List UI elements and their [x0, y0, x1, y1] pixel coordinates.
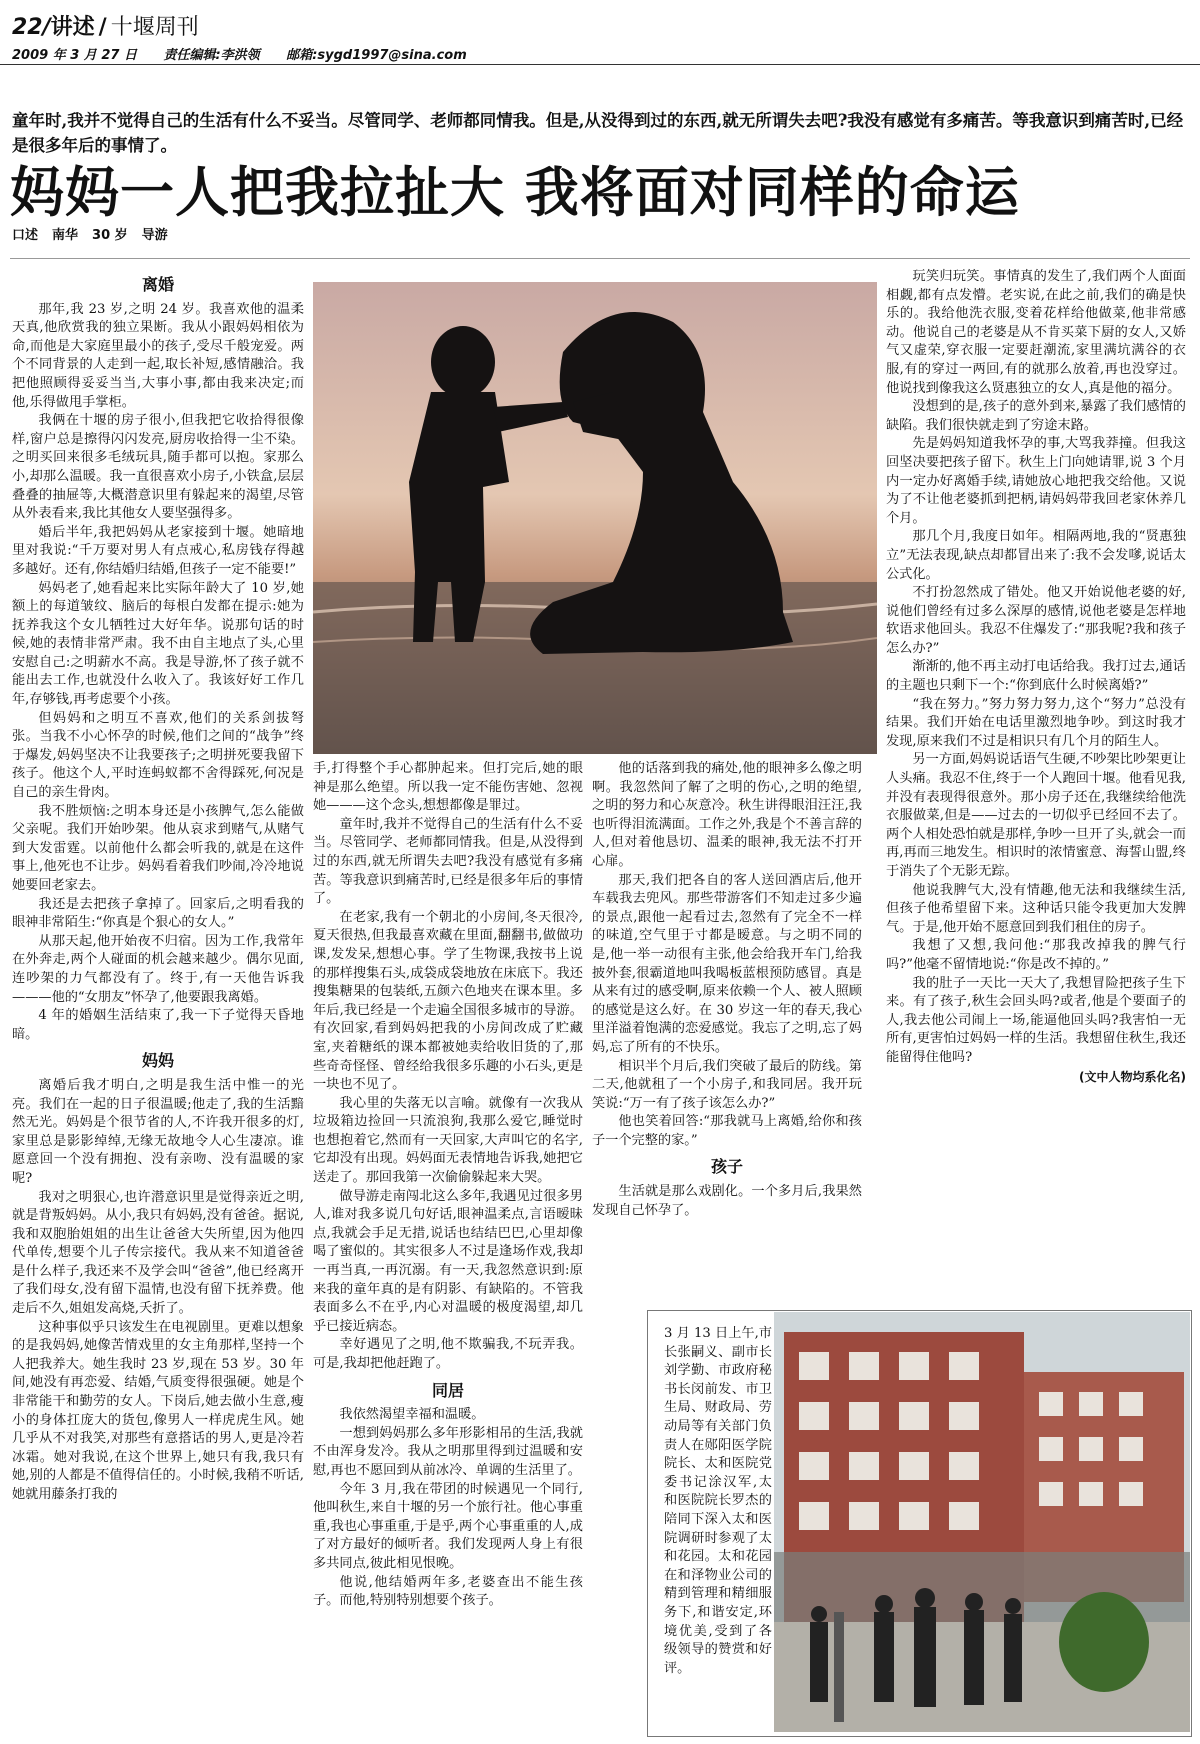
paragraph: 婚后半年,我把妈妈从老家接到十堰。她暗地里对我说:“千万要对男人有点戒心,私房钱存得越多越好。还有,你结婚归结婚,但孩子一定不能要!”: [12, 524, 304, 577]
subhead-child: 孩子: [710, 1157, 743, 1177]
building-image: [774, 1312, 1190, 1732]
editor-name: 责任编辑:李洪领: [163, 48, 260, 63]
paragraph: 另一方面,妈妈说话语气生硬,不吵架比吵架更让人头痛。我忍不住,终于一个人跑回十堰。他看见我,并没有表现得很意外。那小房子还在,我继续给他洗衣服做菜,但是——过去的一切似乎已经回不去了。两个人相处恐怕就是那样,争吵一旦开了头,就会一而再,再而三地发生。相识时的浓情蜜意、海誓山盟,终于消失了个无影无踪。: [886, 752, 1186, 879]
paragraph: 我依然渴望幸福和温暖。: [339, 1407, 485, 1423]
paragraph: 我不胜烦恼:之明本身还是小孩脾气,怎么能做父亲呢。我们开始吵架。他从哀求到赌气,从赌气到大发雷霆。以前他什么都会听我的,就是在这件事上,他死也不让步。妈妈看着我们吵闹,冷冷地说她要回老家去。: [12, 803, 304, 893]
paper-name: 十堰周刊: [110, 15, 199, 40]
paragraph: 4 年的婚姻生活结束了,我一下子觉得天昏地暗。: [12, 1008, 304, 1042]
silhouette-image: [313, 282, 877, 754]
paragraph: 他的话落到我的痛处,他的眼神多么像之明啊。我忽然间了解了之明的伤心,之明的绝望,之明的努力和心灰意冷。秋生讲得眼泪汪汪,我也听得泪流满面。工作之外,我是个不善言辞的人,但对着他恳切、温柔的眼神,我无法不打开心扉。: [592, 761, 862, 869]
paragraph: 从那天起,他开始夜不归宿。因为工作,我常年在外奔走,两个人碰面的机会越来越少。偶尔见面,连吵架的力气都没有了。终于,有一天他告诉我———他的“女朋友”怀孕了,他要跟我离婚。: [12, 933, 304, 1005]
paragraph: 相识半个月后,我们突破了最后的防线。第二天,他就租了一个小房子,和我同居。我开玩笑说:“万一有了孩子该怎么办?”: [592, 1058, 862, 1111]
paragraph: 我心里的失落无以言喻。就像有一次我从垃圾箱边捡回一只流浪狗,我那么爱它,睡觉时也想抱着它,然而有一天回家,大声叫它的名字,它却没有出现。妈妈面无表情地告诉我,她把它送走了。那回我第一次偷偷躲起来大哭。: [313, 1095, 583, 1186]
paragraph: 他说,他结婚两年多,老婆查出不能生孩子。而他,特别特别想要个孩子。: [313, 1574, 583, 1609]
author-note: (文中人物均系化名): [1079, 1069, 1186, 1084]
column-3: [592, 760, 862, 1300]
lead-paragraph: 童年时,我并不觉得自己的生活有什么不妥当。尽管同学、老师都同情我。但是,从没得到过的东西,就无所谓失去吧?我没有感觉有多痛苦。等我意识到痛苦时,已经是很多年后的事情了。: [12, 111, 1184, 155]
byline-job: 导游: [141, 228, 168, 243]
photo-caption: 3 月 13 日上午,市长张嗣义、副市长刘学勤、市政府秘书长闵前发、市卫生局、财政局、劳动局等有关部门负责人在郧阳医学院院长、太和医院党委书记涂汉军,太和医院院长罗杰的陪同下深入太和医院调研时参观了太和花园。太和花园在和泽物业公司的精到管理和精细服务下,和谐安定,环境优美,受到了各级领导的赞赏和好评。: [664, 1326, 772, 1676]
paragraph: 那年,我 23 岁,之明 24 岁。我喜欢他的温柔天真,他欣赏我的独立果断。我从小跟妈妈相依为命,而他是大家庭里最小的孩子,受尽千般宠爱。两个不同背景的人走到一起,取长补短,感情融洽。我把他照顾得妥妥当当,大事小事,都由我来决定;而他,乐得做甩手掌柜。: [12, 301, 304, 410]
byline-name: 南华: [52, 228, 79, 243]
paragraph: 在老家,我有一个朝北的小房间,冬天很冷,夏天很热,但我最喜欢藏在里面,翻翻书,做做功课,发发呆,想想心事。学了生物课,我按书上说的那样搜集石头,成袋成袋地放在床底下。我还搜集糖果的包装纸,五颜六色地夹在课本里。多年后,我已经是一个走遍全国很多城市的导游。有次回家,看到妈妈把我的小房间改成了贮藏室,夹着糖纸的课本都被她卖给收旧货的了,那些奇奇怪怪、曾经给我很多乐趣的小石头,更是一块也不见了。: [313, 909, 583, 1093]
paragraph: 今年 3 月,我在带团的时候遇见一个同行,他叫秋生,来自十堰的另一个旅行社。他心事重重,我也心事重重,于是乎,两个心事重重的人,成了对方最好的倾听者。我们发现两人身上有很多共同点,彼此相见恨晚。: [313, 1481, 583, 1571]
byline: [12, 224, 182, 243]
paragraph: 渐渐的,他不再主动打电话给我。我打过去,通话的主题也只剩下一个:“你到底什么时候离婚?”: [886, 659, 1186, 694]
paragraph: 我想了又想,我问他:“那我改掉我的脾气行吗?”他毫不留情地说:“你是改不掉的。”: [886, 938, 1186, 972]
header-separator: /: [98, 15, 107, 40]
paragraph: 手,打得整个手心都肿起来。但打完后,她的眼神是那么绝望。所以我一定不能伤害她、忽视她———这个念头,想想都像是罪过。: [313, 761, 583, 814]
paragraph: 生活就是那么戏剧化。一个多月后,我果然发现自己怀孕了。: [592, 1184, 862, 1218]
paragraph: 但妈妈和之明互不喜欢,他们的关系剑拔弩张。当我不小心怀孕的时候,他们之间的“战争”终于爆发,妈妈坚决不让我要孩子;之明拼死要我留下孩子。他这个人,平时连蚂蚁都不舍得踩死,何况是自己的亲生骨肉。: [12, 710, 304, 801]
editor-email: 邮箱:sygd1997@sina.com: [286, 48, 467, 63]
subhead-mother: 妈妈: [141, 1051, 174, 1071]
subhead-divorce: 离婚: [141, 275, 174, 294]
paragraph: 离婚后我才明白,之明是我生活中惟一的光亮。我们在一起的日子很温暖;他走了,我的生活黯然无光。妈妈是个很节省的人,不许我开很多的灯,家里总是影影绰绰,无缘无故地令人心生凄凉。谁愿意回一个没有拥抱、没有亲吻、没有温暖的家呢?: [12, 1077, 304, 1186]
section-name: 讲述: [50, 15, 95, 40]
paragraph: 不打扮忽然成了错处。他又开始说他老婆的好,说他们曾经有过多么深厚的感情,说他老婆是怎样地软语求他回头。我忍不住爆发了:“那我呢?我和孩子怎么办?”: [886, 585, 1186, 656]
paragraph: 一想到妈妈那么多年形影相吊的生活,我就不由浑身发冷。我从之明那里得到过温暖和安慰,再也不愿回到从前冰冷、单调的生活里了。: [313, 1425, 583, 1478]
paragraph: 玩笑归玩笑。事情真的发生了,我们两个人面面相觑,都有点发懵。老实说,在此之前,我们的确是快乐的。我给他洗衣服,变着花样给他做菜,他非常感动。他说自己的老婆是从不肯买菜下厨的女人,又娇气又虚荣,穿衣服一定要赶潮流,家里满坑满谷的衣服,有的穿过一两回,有的就那么放着,再也没穿过。他说找到像我这么贤惠独立的女人,真是他的福分。: [886, 269, 1186, 396]
paragraph: 没想到的是,孩子的意外到来,暴露了我们感情的缺陷。我们很快就走到了穷途末路。: [886, 399, 1186, 433]
page-header: [12, 10, 199, 41]
column-2: [313, 760, 583, 1738]
paragraph: 那几个月,我度日如年。相隔两地,我的“贤惠独立”无法表现,缺点却都冒出来了:我不会发嗲,说话太公式化。: [886, 529, 1186, 582]
paragraph: “我在努力。”努力努力努力,这个“努力”总没有结果。我们开始在电话里激烈地争吵。到这时我才发现,原来我们不过是相识只有几个月的陌生人。: [886, 696, 1186, 749]
paragraph: 他说我脾气大,没有情趣,他无法和我继续生活,但孩子他希望留下来。这种话只能令我更加大发脾气。于是,他开始不愿意回到我们租住的房子。: [886, 882, 1186, 935]
paragraph: 这种事似乎只该发生在电视剧里。更难以想象的是我妈妈,她像苦情戏里的女主角那样,坚持一个人把我养大。她生我时 23 岁,现在 53 岁。30 年间,她没有再恋爱、结婚,气质变得很强硬。她是个非常能干和勤劳的女人。下岗后,她去做小生意,瘦小的身体扛庞大的货包,像男人一样虎虎生风。她几乎从不对我笑,对那些有意搭话的男人,更是冷若冰霜。她对我说,在这个世界上,她只有我,我只有她,别的人都是不值得信任的。小时候,我稍不听话,她就用藤条打我的: [12, 1319, 304, 1502]
paragraph: 那天,我们把各自的客人送回酒店后,他开车载我去兜风。那些带游客们不知走过多少遍的景点,跟他一起看过去,忽然有了完全不一样的味道,空气里于寸都是暧意。与之明不同的是,他一举一动很有主张,他会给我开车门,给我披外套,很霸道地叫我喝板蓝根预防感冒。真是从来有过的感受啊,原来依赖一个人、被人照顾的感觉是这么好。在 30 岁这一年的春天,我心里洋溢着饱满的恋爱感觉。我忘了之明,忘了妈妈,忘了所有的不快乐。: [592, 872, 862, 1055]
column-1: [12, 268, 304, 1738]
paragraph: 先是妈妈知道我怀孕的事,大骂我莽撞。但我这回坚决要把孩子留下。秋生上门向她请罪,说 3 个月内一定办好离婚手续,请她放心地把我交给他。又说为了不让他老婆抓到把柄,请妈妈带我回老家休养几个月。: [886, 436, 1186, 526]
issue-date: 2009 年 3 月 27 日: [12, 48, 137, 63]
paragraph: 幸好遇见了之明,他不欺骗我,不玩弄我。可是,我却把他赶跑了。: [313, 1337, 583, 1371]
header-meta: [12, 44, 489, 63]
paragraph: 我对之明狠心,也许潜意识里是觉得亲近之明,就是背叛妈妈。从小,我只有妈妈,没有爸爸。据说,我和双胞胎姐姐的出生让爸爸大失所望,因为他四代单传,想要个儿子传宗接代。我从来不知道爸爸是什么样子,我还来不及学会叫“爸爸”,他已经离开了我们母女,没有留下温情,也没有留下抚养费。他走后不久,姐姐发高烧,夭折了。: [12, 1189, 304, 1317]
paragraph: 做导游走南闯北这么多年,我遇见过很多男人,谁对我多说几句好话,眼神温柔点,言语暧昧点,我就会手足无措,说话也结结巴巴,心里却像喝了蜜似的。其实很多人不过是逢场作戏,我却一再当真,一再沉溺。有一天,我忽然意识到:原来我的童年真的是有阴影、有缺陷的。不管我表面多么不在乎,内心对温暖的极度渴望,却几乎已接近病态。: [313, 1188, 583, 1334]
paragraph: 我的肚子一天比一天大了,我想冒险把孩子生下来。有了孩子,秋生会回头吗?或者,他是个要面子的人,我去他公司闹上一场,能逼他回头吗?我害怕一无所有,更害怕过妈妈一样的生活。我想留住秋生,我还能留得住他吗?: [886, 975, 1186, 1065]
paragraph: 他也笑着回答:“那我就马上离婚,给你和孩子一个完整的家。”: [592, 1114, 862, 1148]
building-photo: [774, 1312, 1190, 1732]
mother-child-photo: [313, 282, 877, 754]
byline-label: 口述: [12, 228, 39, 243]
subhead-cohabit: 同居: [431, 1380, 464, 1400]
paragraph: 我俩在十堰的房子很小,但我把它收拾得很像样,窗户总是擦得闪闪发亮,厨房收拾得一尘不染。之明买回来很多毛绒玩具,随手都可以抱。家那么小,却那么温暖。我一直很喜欢小房子,小铁盒,层层叠叠的抽屉等,大概潜意识里有躲起来的渴望,尽管从外表看来,我比其他女人要坚强得多。: [12, 413, 304, 522]
paragraph: 我还是去把孩子拿掉了。回家后,之明看我的眼神非常陌生:“你真是个狠心的女人。”: [12, 896, 304, 931]
paragraph: 妈妈老了,她看起来比实际年龄大了 10 岁,她额上的每道皱纹、脑后的每根白发都在提示:她为抚养我这个女儿牺牲过大好年华。说那句话的时候,她的表情非常严肃。我不由自主地点了头,心里安慰自己:之明薪水不高。我是导游,怀了孩子就不能出去工作,也就没什么收入了。我该好好工作几年,存够钱,再考虑要个小孩。: [12, 580, 304, 708]
paragraph: 童年时,我并不觉得自己的生活有什么不妥当。尽管同学、老师都同情我。但是,从没得到过的东西,就无所谓失去吧?我没有感觉有多痛苦。等我意识到痛苦时,已经是很多年后的事情了。: [313, 816, 583, 907]
article-rule: [10, 258, 1190, 259]
headline: 妈妈一人把我拉扯大 我将面对同样的命运: [10, 160, 1020, 224]
column-4: [886, 268, 1186, 1300]
header-rule: [0, 64, 1200, 65]
page-number: 22/: [12, 15, 51, 40]
byline-age: 30 岁: [92, 228, 128, 243]
